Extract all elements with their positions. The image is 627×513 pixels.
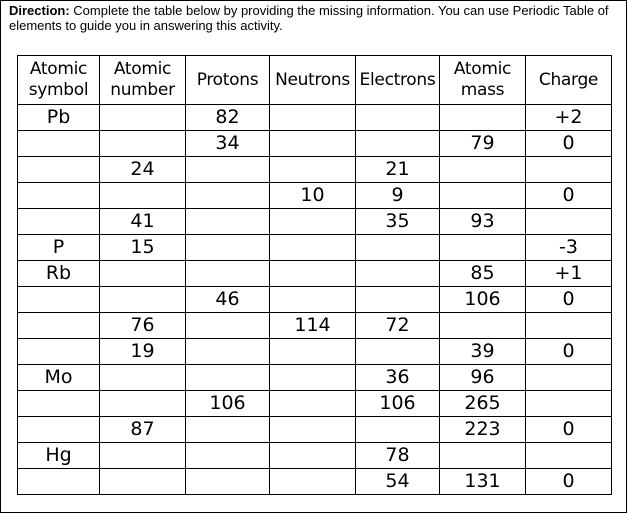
column-header-line: number	[110, 80, 175, 100]
cell-electrons: 78	[356, 443, 440, 469]
cell-atomic-number	[100, 131, 186, 157]
cell-electrons: 72	[356, 313, 440, 339]
column-header-atomic-mass	[440, 56, 526, 105]
column-header-line: Charge	[538, 69, 599, 90]
cell-neutrons	[270, 339, 356, 365]
column-header-line: Electrons	[359, 69, 436, 90]
cell-protons	[186, 365, 270, 391]
cell-atomic-symbol: Pb	[18, 105, 100, 131]
cell-atomic-mass	[440, 313, 526, 339]
cell-protons	[186, 261, 270, 287]
cell-atomic-number	[100, 391, 186, 417]
column-header-line: Atomic	[453, 59, 512, 79]
column-header-electrons	[356, 56, 440, 105]
cell-atomic-number: 76	[100, 313, 186, 339]
cell-charge: 0	[526, 417, 612, 443]
column-header-line: Neutrons	[275, 69, 350, 90]
column-header-protons	[186, 56, 270, 105]
table-row	[18, 261, 612, 287]
cell-electrons: 106	[356, 391, 440, 417]
cell-atomic-symbol	[18, 313, 100, 339]
cell-charge	[526, 443, 612, 469]
cell-protons: 106	[186, 391, 270, 417]
cell-protons	[186, 313, 270, 339]
cell-protons	[186, 469, 270, 495]
cell-neutrons	[270, 365, 356, 391]
cell-atomic-mass	[440, 105, 526, 131]
direction-label: Direction:	[9, 3, 70, 18]
table-row	[18, 183, 612, 209]
cell-atomic-mass: 265	[440, 391, 526, 417]
cell-charge: 0	[526, 131, 612, 157]
cell-protons: 46	[186, 287, 270, 313]
cell-neutrons	[270, 443, 356, 469]
column-header-neutrons	[270, 56, 356, 105]
cell-protons: 82	[186, 105, 270, 131]
cell-electrons: 54	[356, 469, 440, 495]
cell-neutrons	[270, 235, 356, 261]
table-header-row	[18, 56, 612, 105]
column-header-line: Atomic	[113, 59, 172, 79]
cell-neutrons: 10	[270, 183, 356, 209]
cell-atomic-number	[100, 183, 186, 209]
cell-protons	[186, 339, 270, 365]
cell-atomic-symbol: P	[18, 235, 100, 261]
cell-protons	[186, 183, 270, 209]
column-header-line: Atomic	[29, 59, 88, 79]
cell-protons	[186, 209, 270, 235]
cell-electrons	[356, 417, 440, 443]
cell-atomic-number	[100, 105, 186, 131]
cell-atomic-symbol: Rb	[18, 261, 100, 287]
cell-atomic-number	[100, 469, 186, 495]
cell-atomic-mass	[440, 443, 526, 469]
table-row	[18, 105, 612, 131]
cell-atomic-symbol: Mo	[18, 365, 100, 391]
table-row	[18, 339, 612, 365]
cell-electrons: 35	[356, 209, 440, 235]
cell-atomic-symbol	[18, 157, 100, 183]
cell-atomic-mass: 223	[440, 417, 526, 443]
cell-neutrons	[270, 287, 356, 313]
cell-charge: 0	[526, 339, 612, 365]
cell-atomic-number: 15	[100, 235, 186, 261]
cell-atomic-mass	[440, 235, 526, 261]
cell-neutrons	[270, 391, 356, 417]
table-row	[18, 287, 612, 313]
cell-charge	[526, 209, 612, 235]
cell-charge	[526, 391, 612, 417]
cell-atomic-number	[100, 443, 186, 469]
cell-atomic-mass	[440, 157, 526, 183]
cell-charge: -3	[526, 235, 612, 261]
cell-electrons: 36	[356, 365, 440, 391]
direction-text	[9, 3, 615, 33]
table-row	[18, 443, 612, 469]
cell-neutrons	[270, 157, 356, 183]
column-header-charge	[526, 56, 612, 105]
cell-atomic-symbol	[18, 417, 100, 443]
cell-atomic-mass: 93	[440, 209, 526, 235]
cell-atomic-symbol	[18, 209, 100, 235]
cell-charge: 0	[526, 469, 612, 495]
table-body	[18, 105, 612, 495]
cell-electrons	[356, 261, 440, 287]
cell-electrons	[356, 235, 440, 261]
table-row	[18, 235, 612, 261]
cell-charge	[526, 365, 612, 391]
cell-charge: 0	[526, 287, 612, 313]
column-header-line: symbol	[28, 80, 89, 100]
cell-neutrons	[270, 105, 356, 131]
cell-electrons	[356, 131, 440, 157]
cell-atomic-number	[100, 261, 186, 287]
cell-protons	[186, 417, 270, 443]
table-row	[18, 417, 612, 443]
cell-charge: +2	[526, 105, 612, 131]
cell-neutrons	[270, 417, 356, 443]
cell-protons	[186, 443, 270, 469]
cell-protons	[186, 157, 270, 183]
cell-neutrons	[270, 131, 356, 157]
cell-charge: 0	[526, 183, 612, 209]
cell-electrons: 21	[356, 157, 440, 183]
cell-neutrons: 114	[270, 313, 356, 339]
cell-atomic-mass: 79	[440, 131, 526, 157]
cell-atomic-number: 87	[100, 417, 186, 443]
table-row	[18, 157, 612, 183]
table-row	[18, 131, 612, 157]
direction-body: Complete the table below by providing the missing information. You can use Periodic Table of elements to guide you in answering this activity.	[9, 3, 609, 33]
cell-atomic-mass: 85	[440, 261, 526, 287]
elements-table	[17, 55, 612, 495]
table-row	[18, 469, 612, 495]
cell-charge: +1	[526, 261, 612, 287]
cell-atomic-symbol	[18, 339, 100, 365]
cell-charge	[526, 157, 612, 183]
cell-neutrons	[270, 261, 356, 287]
cell-atomic-mass: 131	[440, 469, 526, 495]
cell-electrons	[356, 287, 440, 313]
cell-atomic-symbol	[18, 469, 100, 495]
cell-charge	[526, 313, 612, 339]
cell-atomic-symbol	[18, 391, 100, 417]
cell-electrons	[356, 105, 440, 131]
cell-atomic-symbol: Hg	[18, 443, 100, 469]
cell-protons	[186, 235, 270, 261]
cell-atomic-number	[100, 365, 186, 391]
cell-electrons: 9	[356, 183, 440, 209]
cell-atomic-number: 24	[100, 157, 186, 183]
table-row	[18, 391, 612, 417]
column-header-atomic-number	[100, 56, 186, 105]
cell-atomic-number: 41	[100, 209, 186, 235]
table-row	[18, 209, 612, 235]
cell-protons: 34	[186, 131, 270, 157]
column-header-line: mass	[460, 80, 505, 100]
column-header-line: Protons	[196, 69, 259, 90]
cell-electrons	[356, 339, 440, 365]
cell-atomic-number	[100, 287, 186, 313]
table-row	[18, 365, 612, 391]
cell-atomic-symbol	[18, 183, 100, 209]
cell-atomic-mass: 39	[440, 339, 526, 365]
cell-neutrons	[270, 469, 356, 495]
cell-atomic-mass: 96	[440, 365, 526, 391]
column-header-atomic-symbol	[18, 56, 100, 105]
cell-atomic-symbol	[18, 131, 100, 157]
cell-atomic-symbol	[18, 287, 100, 313]
cell-neutrons	[270, 209, 356, 235]
cell-atomic-mass	[440, 183, 526, 209]
cell-atomic-mass: 106	[440, 287, 526, 313]
cell-atomic-number: 19	[100, 339, 186, 365]
table-row	[18, 313, 612, 339]
